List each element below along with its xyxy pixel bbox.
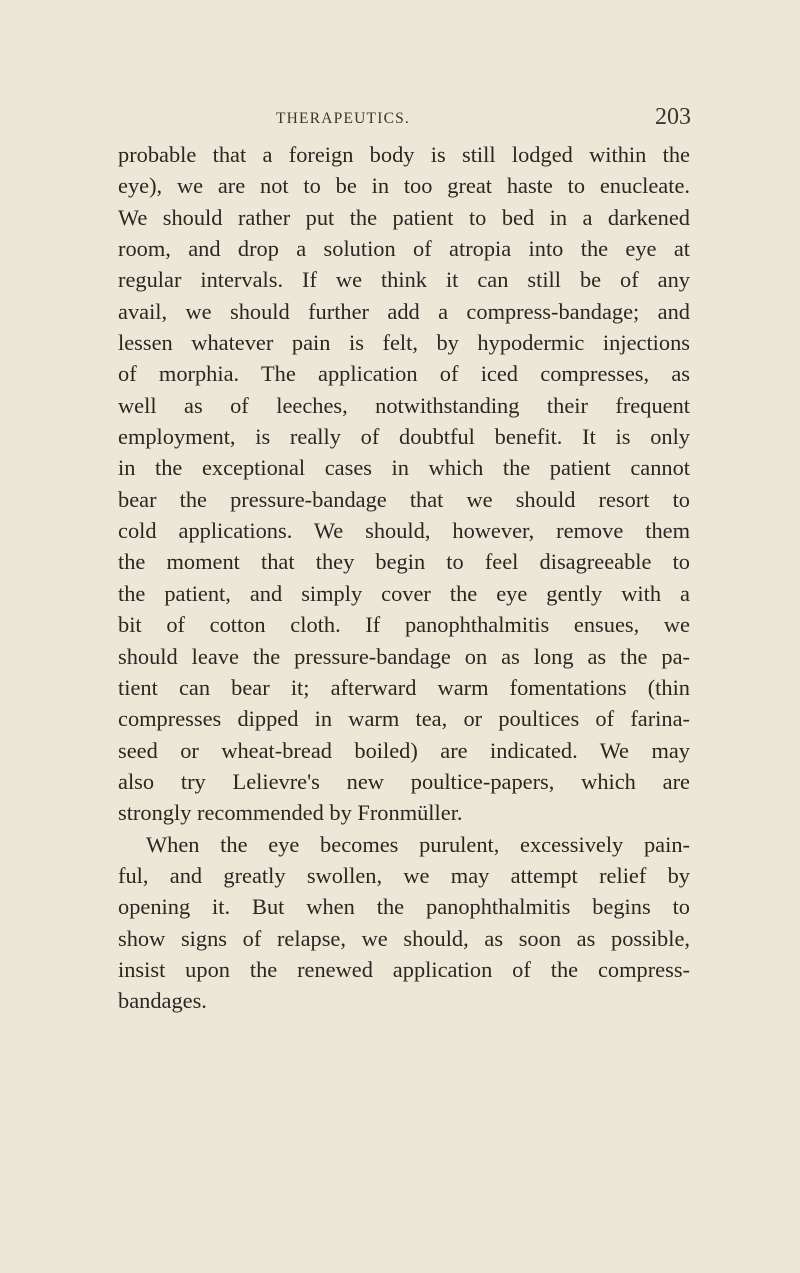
text-line: room, and drop a solution of atropia into the eye at [118,236,690,262]
text-line: probable that a foreign body is still lodged within the [118,142,690,167]
text-line: avail, we should further add a compress-bandage; and [118,298,690,324]
text-line: opening it. But when the panophthalmitis begins to [118,894,690,920]
text-line: insist upon the renewed application of the compress- [118,956,690,982]
text-line: strongly recommended by Fronmüller. [118,800,463,826]
text-line: well as of leeches, notwithstanding their frequent [118,392,690,418]
text-line: ful, and greatly swollen, we may attempt relief by [118,862,690,888]
running-title: THERAPEUTICS. [276,110,411,127]
text-line: compresses dipped in warm tea, or poultices of farina- [118,706,690,732]
text-line: We should rather put the patient to bed in a darkened [118,204,690,230]
text-line: When the eye becomes purulent, excessively pain- [146,831,690,857]
text-line: the patient, and simply cover the eye gently with a [118,580,690,606]
page-number: 203 [655,104,691,130]
text-line: tient can bear it; afterward warm fomentations (thin [118,674,690,700]
text-line: the moment that they begin to feel disagreeable to [118,549,690,575]
body-text [118,139,690,1017]
text-line: eye), we are not to be in too great haste to enucleate. [118,173,690,199]
text-line: show signs of relapse, we should, as soon as possible, [118,925,690,951]
text-line: regular intervals. If we think it can still be of any [118,267,690,293]
text-line: seed or wheat-bread boiled) are indicated. We may [118,737,690,763]
text-line: of morphia. The application of iced compresses, as [118,361,690,387]
text-line: employment, is really of doubtful benefit. It is only [118,424,690,450]
text-line: in the exceptional cases in which the patient cannot [118,455,690,481]
text-line: also try Lelievre's new poultice-papers, which are [118,768,690,794]
text-line: bit of cotton cloth. If panophthalmitis ensues, we [118,612,690,638]
text-line: lessen whatever pain is felt, by hypodermic injections [118,330,690,356]
text-line: bandages. [118,988,207,1014]
text-line: bear the pressure-bandage that we should resort to [118,486,690,512]
text-line: should leave the pressure-bandage on as long as the pa- [118,643,690,669]
text-line: cold applications. We should, however, remove them [118,518,690,544]
